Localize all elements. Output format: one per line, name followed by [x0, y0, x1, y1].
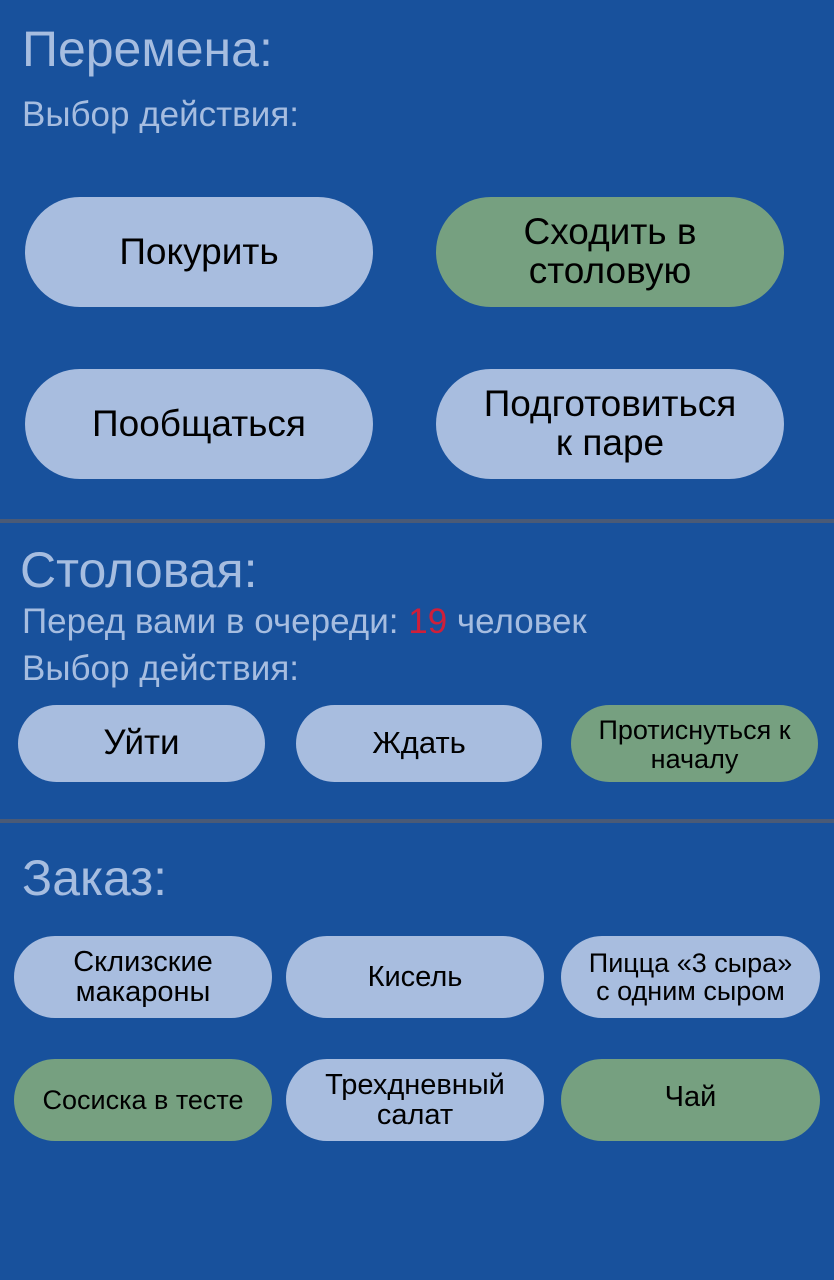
prepare-for-class-button[interactable]: Подготовиться к паре — [436, 369, 784, 479]
order-pizza-button[interactable]: Пицца «3 сыра» с одним сыром — [561, 936, 820, 1018]
smoke-button[interactable]: Покурить — [25, 197, 373, 307]
order-title: Заказ: — [22, 850, 168, 906]
order-pasta-button[interactable]: Склизские макароны — [14, 936, 272, 1018]
queue-count: 19 — [408, 602, 448, 641]
queue-status — [22, 604, 587, 639]
section-divider — [0, 819, 834, 823]
order-salad-button[interactable]: Трехдневный салат — [286, 1059, 544, 1141]
queue-prefix: Перед вами в очереди: — [22, 602, 399, 641]
squeeze-to-front-button[interactable]: Протиснуться к началу — [571, 705, 818, 782]
break-subtitle: Выбор действия: — [22, 95, 299, 134]
section-divider — [0, 519, 834, 523]
order-kissel-button[interactable]: Кисель — [286, 936, 544, 1018]
canteen-subtitle: Выбор действия: — [22, 649, 299, 688]
wait-button[interactable]: Ждать — [296, 705, 542, 782]
leave-button[interactable]: Уйти — [18, 705, 265, 782]
order-sausage-roll-button[interactable]: Сосиска в тесте — [14, 1059, 272, 1141]
go-to-canteen-button[interactable]: Сходить в столовую — [436, 197, 784, 307]
socialize-button[interactable]: Пообщаться — [25, 369, 373, 479]
queue-suffix: человек — [456, 602, 587, 641]
order-tea-button[interactable]: Чай — [561, 1059, 820, 1141]
break-title: Перемена: — [22, 21, 273, 77]
canteen-title: Столовая: — [20, 542, 258, 598]
